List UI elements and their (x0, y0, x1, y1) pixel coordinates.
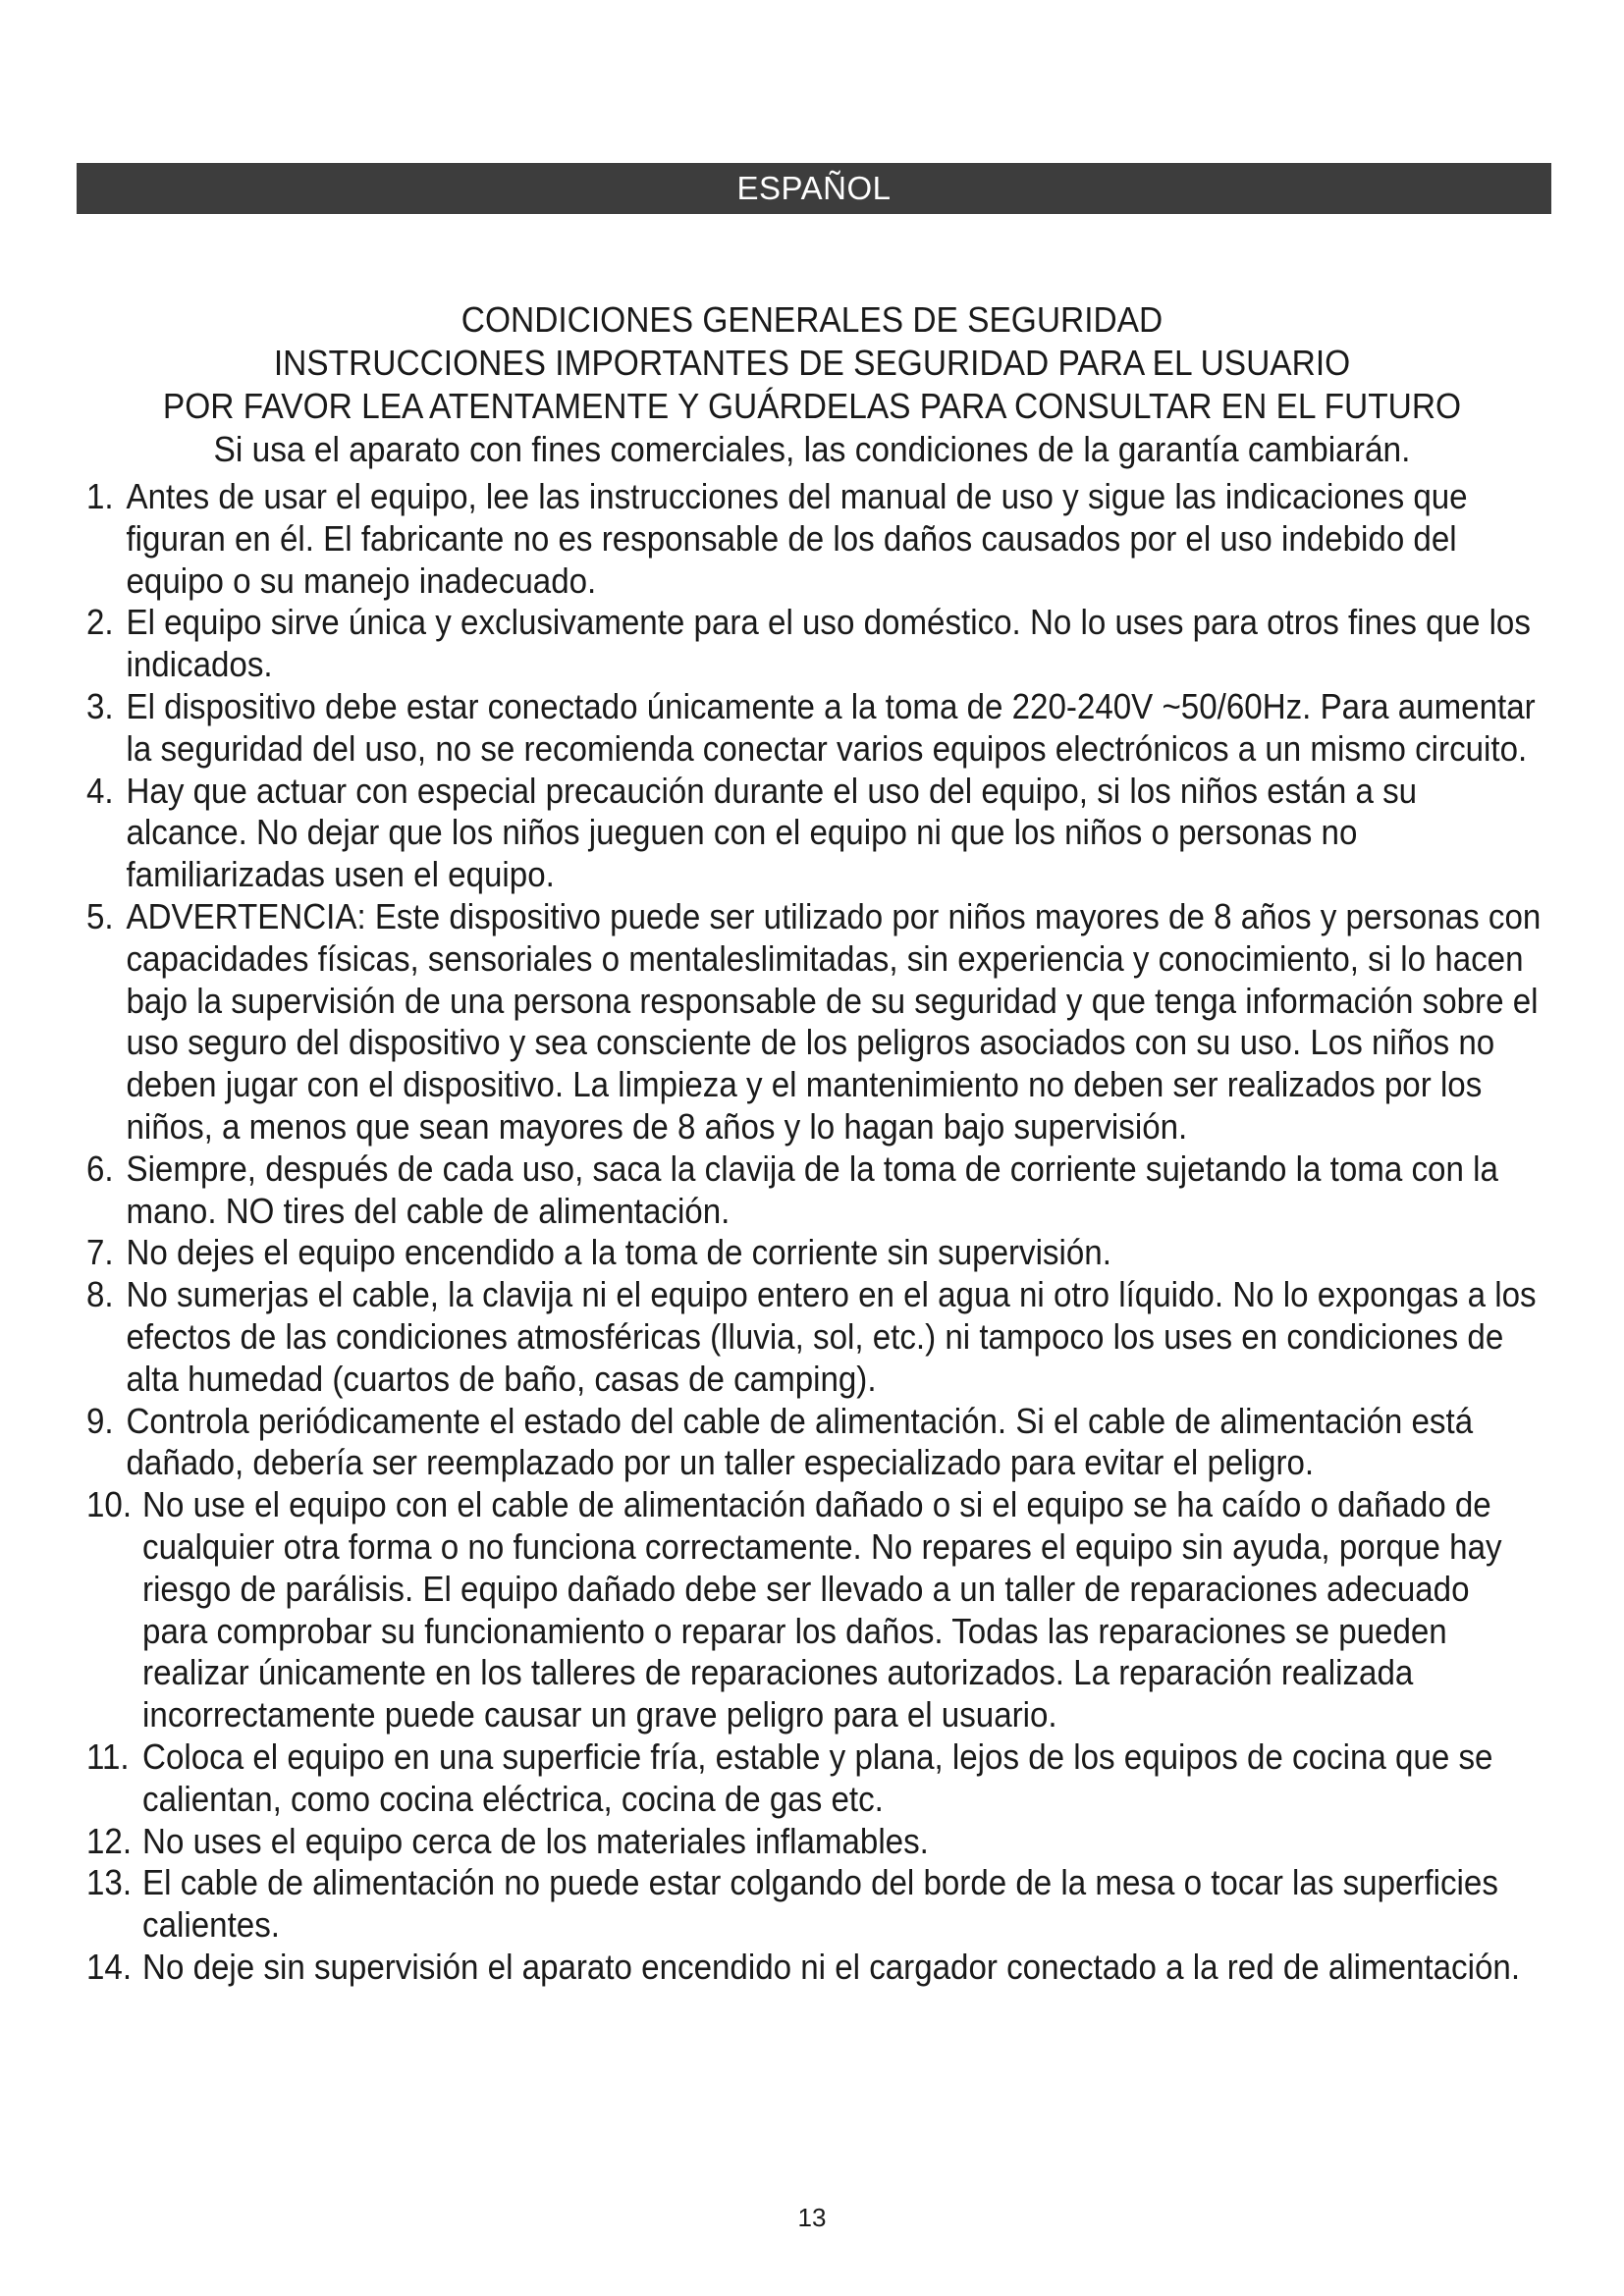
list-item (86, 1274, 1537, 1400)
item-text: No sumerjas el cable, la clavija ni el equipo entero en el agua ni otro líquido. No lo expongas a los efectos de las condiciones atmosféricas (lluvia, sol, etc.) ni tampoco los uses en condiciones de alta humedad (cuartos de baño, casas de camping). (126, 1274, 1537, 1399)
language-header: ESPAÑOL (77, 163, 1551, 214)
item-text: No deje sin supervisión el aparato encendido ni el cargador conectado a la red de alimentación. (142, 1946, 1521, 1987)
heading-warranty-note: Si usa el aparato con fines comerciales, las condiciones de la garantía cambiarán. (213, 429, 1411, 469)
item-number: 2. (86, 602, 114, 643)
page-number: 13 (797, 2203, 827, 2232)
item-number: 9. (86, 1400, 114, 1441)
item-number: 10. (86, 1484, 133, 1525)
list-item (86, 1735, 1493, 1821)
item-number: 13. (86, 1862, 133, 1903)
item-text: Coloca el equipo en una superficie fría, estable y plana, lejos de los equipos de cocina que se calientan, como cocina eléctrica, cocina de gas etc. (142, 1735, 1493, 1819)
item-number: 6. (86, 1148, 114, 1189)
item-text: Controla periódicamente el estado del cable de alimentación. Si el cable de alimentación está dañado, debería ser reemplazado por un taller especializado para evitar el peligro. (126, 1400, 1474, 1483)
item-number: 14. (86, 1946, 133, 1987)
item-number: 7. (86, 1232, 114, 1273)
list-item (86, 1484, 1502, 1736)
item-number: 8. (86, 1274, 114, 1315)
item-text: Siempre, después de cada uso, saca la clavija de la toma de corriente sujetando la toma con la mano. NO tires del cable de alimentación. (126, 1148, 1498, 1231)
item-text: El cable de alimentación no puede estar colgando del borde de la mesa o tocar las superficies calientes. (142, 1862, 1498, 1946)
list-item (86, 771, 1441, 896)
item-text: Hay que actuar con especial precaución durante el uso del equipo, si los niños están a su alcance. No dejar que los niños jueguen con el equipo ni que los niños o personas no familiarizadas usen el equipo. (126, 770, 1418, 895)
item-text: El dispositivo debe estar conectado únicamente a la toma de 220-240V ~50/60Hz. Para aumentar la seguridad del uso, no se recomienda conectar varios equipos electrónicos a un mismo circuito. (126, 685, 1536, 769)
item-number: 11. (86, 1735, 130, 1777)
item-text: El equipo sirve única y exclusivamente para el uso doméstico. No lo uses para otros fines que los indicados. (126, 602, 1531, 685)
list-item (86, 1400, 1474, 1485)
safety-instructions-list (86, 476, 1542, 1989)
safety-heading (57, 298, 1567, 471)
item-text: No use el equipo con el cable de alimentación dañado o si el equipo se ha caído o dañado de cualquier otra forma o no funciona correctamente. No repares el equipo sin ayuda, porque hay riesgo de parálisis. El equipo dañado debe ser llevado a un taller de reparaciones adecuado para comprobar su funcionamiento o reparar los daños. Todas las reparaciones se pueden realizar únicamente en los talleres de reparaciones autorizados. La reparación realizada incorrectamente puede causar un grave peligro para el usuario. (142, 1484, 1502, 1735)
list-item (86, 476, 1468, 602)
item-text: No uses el equipo cerca de los materiales inflamables. (142, 1820, 929, 1861)
item-text: No dejes el equipo encendido a la toma de corriente sin supervisión. (126, 1232, 1111, 1273)
item-text: Antes de usar el equipo, lee las instrucciones del manual de uso y sigue las indicaciones que figuran en él. El fabricante no es responsable de los daños causados por el uso indebido del equipo o su manejo inadecuado. (126, 476, 1468, 601)
item-text: ADVERTENCIA: Este dispositivo puede ser utilizado por niños mayores de 8 años y personas con capacidades físicas, sensoriales o mentaleslimitadas, sin experiencia y conocimiento, si lo hacen bajo la supervisión de una persona responsable de su seguridad y que tenga información sobre el uso seguro del dispositivo y sea consciente de los peligros asociados con su uso. Los niños no deben jugar con el dispositivo. La limpieza y el mantenimiento no deben ser realizados por los niños, a menos que sean mayores de 8 años y lo hagan bajo supervisión. (126, 895, 1542, 1147)
heading-instruction: POR FAVOR LEA ATENTAMENTE Y GUÁRDELAS PARA CONSULTAR EN EL FUTURO (162, 386, 1462, 426)
list-item (86, 1862, 1498, 1947)
item-number: 1. (86, 476, 114, 516)
heading-subtitle: INSTRUCCIONES IMPORTANTES DE SEGURIDAD PARA EL USUARIO (273, 343, 1351, 383)
heading-title: CONDICIONES GENERALES DE SEGURIDAD (460, 299, 1164, 340)
list-item (86, 1946, 1521, 1989)
list-item (86, 685, 1536, 771)
list-item (86, 895, 1542, 1148)
item-number: 5. (86, 895, 114, 936)
list-item (86, 1821, 1441, 1863)
list-item (86, 1232, 1441, 1274)
list-item (86, 602, 1531, 686)
item-number: 12. (86, 1820, 133, 1861)
item-number: 4. (86, 770, 114, 811)
list-item (86, 1148, 1498, 1233)
item-number: 3. (86, 685, 114, 726)
